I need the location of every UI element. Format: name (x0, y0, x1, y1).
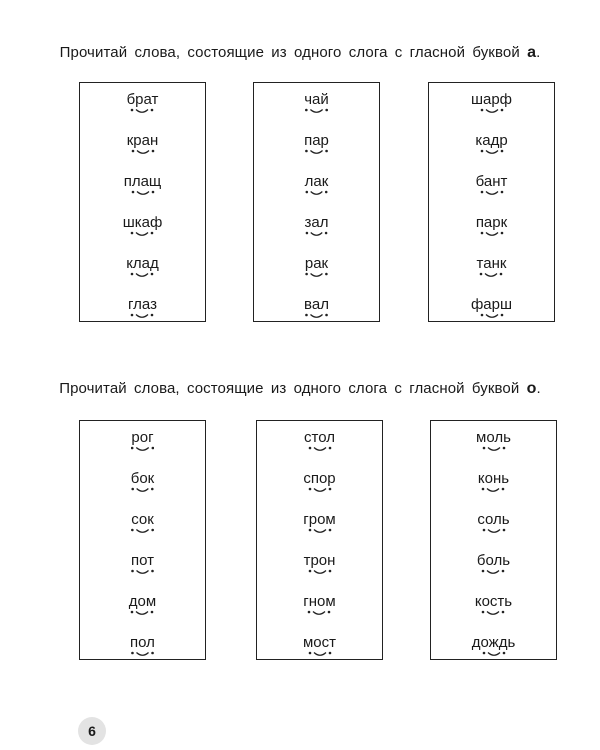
word: гром (303, 511, 335, 535)
word: бок (131, 470, 155, 494)
word: бант (476, 173, 508, 197)
word: сок (131, 511, 154, 535)
word-item (80, 470, 205, 494)
word-item (429, 214, 554, 238)
word-item (80, 173, 205, 197)
word-item (254, 91, 379, 115)
word-column-a-3 (428, 82, 555, 322)
word: дождь (472, 634, 516, 658)
word-item (431, 593, 556, 617)
word: фарш (471, 296, 512, 320)
word: чай (304, 91, 329, 115)
word: кадр (475, 132, 507, 156)
word: трон (304, 552, 336, 576)
word: шкаф (123, 214, 163, 238)
word: брат (127, 91, 159, 115)
word-item (80, 91, 205, 115)
word-item (429, 255, 554, 279)
word-item (257, 429, 382, 453)
word-item (254, 296, 379, 320)
word: мост (303, 634, 336, 658)
word: танк (477, 255, 507, 279)
word-column-o-1 (79, 420, 206, 660)
word: конь (478, 470, 509, 494)
word-item (429, 296, 554, 320)
word: боль (477, 552, 510, 576)
word: гном (303, 593, 335, 617)
word-item (254, 173, 379, 197)
word-column-o-2 (256, 420, 383, 660)
word-item (257, 593, 382, 617)
word-item (80, 214, 205, 238)
word-item (80, 429, 205, 453)
word-item (254, 132, 379, 156)
word-item (80, 132, 205, 156)
word-item (431, 511, 556, 535)
word: зал (305, 214, 329, 238)
word-item (431, 429, 556, 453)
word: клад (126, 255, 159, 279)
word-item (254, 214, 379, 238)
word-item (80, 511, 205, 535)
word-item (257, 634, 382, 658)
word: моль (476, 429, 511, 453)
word-item (431, 552, 556, 576)
word: спор (303, 470, 335, 494)
word: глаз (128, 296, 157, 320)
vowel-letter: а (527, 44, 537, 61)
word-item (429, 173, 554, 197)
word: рак (305, 255, 328, 279)
instruction-text: Прочитай слова, состоящие из одного слога с гласной буквой (59, 44, 528, 61)
instruction-vowel-a (0, 44, 600, 62)
page-number: 6 (78, 717, 106, 745)
word-column-a-1 (79, 82, 206, 322)
word-item (257, 511, 382, 535)
instruction-text: Прочитай слова, состоящие из одного слога с гласной буквой (59, 380, 527, 397)
word: соль (477, 511, 509, 535)
word: плащ (124, 173, 162, 197)
word-item (80, 552, 205, 576)
word-item (80, 255, 205, 279)
word-item (254, 255, 379, 279)
word: вал (304, 296, 329, 320)
word: стол (304, 429, 335, 453)
word-item (80, 634, 205, 658)
word-item (257, 552, 382, 576)
word: кость (475, 593, 512, 617)
word-item (431, 470, 556, 494)
word: пот (131, 552, 154, 576)
vowel-letter: о (526, 380, 537, 397)
word: рог (131, 429, 153, 453)
word: пол (130, 634, 155, 658)
instruction-period: . (536, 44, 541, 61)
word: кран (127, 132, 159, 156)
word-item (80, 296, 205, 320)
word: дом (129, 593, 156, 617)
word: шарф (471, 91, 512, 115)
word-item (257, 470, 382, 494)
instruction-vowel-o (0, 380, 600, 398)
word-item (429, 91, 554, 115)
word-item (429, 132, 554, 156)
word-item (80, 593, 205, 617)
word: парк (476, 214, 507, 238)
word-item (431, 634, 556, 658)
word-column-o-3 (430, 420, 557, 660)
instruction-period: . (536, 380, 541, 397)
word-column-a-2 (253, 82, 380, 322)
word: пар (304, 132, 329, 156)
word: лак (305, 173, 329, 197)
